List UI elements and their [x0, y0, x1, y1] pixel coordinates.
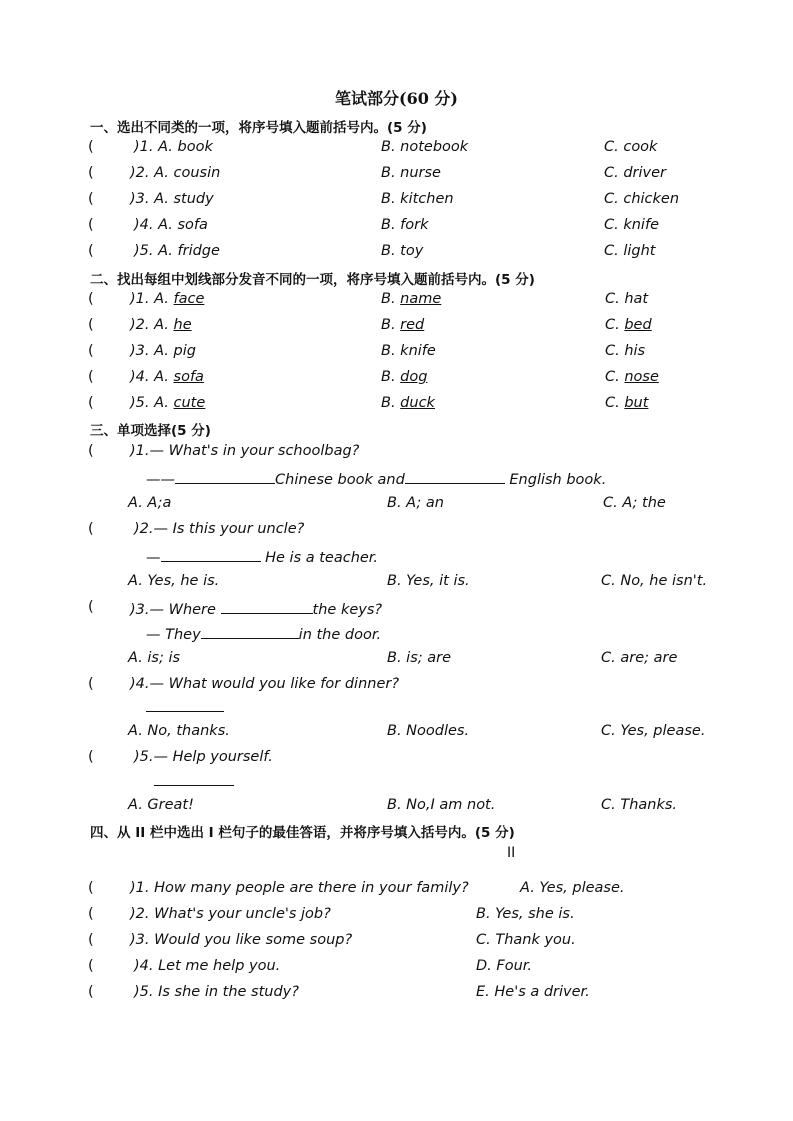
- fill-blank[interactable]: [201, 624, 299, 639]
- answer-paren[interactable]: (: [88, 395, 94, 411]
- answer-paren[interactable]: (: [88, 676, 94, 692]
- s2-q3-option-c: his: [624, 343, 646, 359]
- answer-line[interactable]: [154, 785, 234, 786]
- s4-answer-c: C. Thank you.: [476, 932, 576, 948]
- section-4-heading: 四、从 II 栏中选出 I 栏句子的最佳答语，并将序号填入括号内。(5 分): [90, 825, 515, 841]
- s3-q3-dialogue: [0, 624, 793, 646]
- answer-paren[interactable]: (: [88, 217, 94, 233]
- s2-question-5: [0, 395, 793, 417]
- s2-q1-option-b: name: [400, 291, 442, 307]
- s3-q3-text: — They: [146, 627, 201, 643]
- s2-q2-option-b: red: [400, 317, 425, 333]
- s4-question-3: [0, 932, 793, 954]
- s3-q5-option-a: A. Great!: [128, 797, 194, 813]
- s3-q4-option-c: C. Yes, please.: [601, 723, 706, 739]
- s3-q3-option-b: B. is; are: [387, 650, 452, 666]
- s1-q1-option-c: C. cook: [604, 139, 658, 155]
- s3-question-1: [0, 443, 793, 465]
- s3-q1-prompt: )1.— What's in your schoolbag?: [130, 443, 360, 459]
- s2-q1-option-c: hat: [624, 291, 649, 307]
- s3-q1-text-end: English book.: [504, 472, 607, 488]
- answer-paren[interactable]: (: [88, 906, 94, 922]
- s3-q3-prompt-end: the keys?: [312, 602, 383, 618]
- option-b-prefix: B.: [381, 291, 401, 307]
- page-title: 笔试部分(60 分): [335, 89, 458, 108]
- s4-question-2: [0, 906, 793, 928]
- s1-q4-option-a: )4. A. sofa: [134, 217, 208, 233]
- answer-paren[interactable]: (: [88, 443, 94, 459]
- s4-question-1: [0, 880, 793, 902]
- s3-q4-option-b: B. Noodles.: [387, 723, 470, 739]
- s3-q5-option-c: C. Thanks.: [601, 797, 678, 813]
- option-b-prefix: B.: [381, 395, 401, 411]
- s2-q2-option-c: bed: [624, 317, 652, 333]
- s1-question-5: [0, 243, 793, 265]
- s3-q4-prompt: )4.— What would you like for dinner?: [130, 676, 400, 692]
- answer-paren[interactable]: (: [88, 521, 94, 537]
- s1-q1-option-a: )1. A. book: [134, 139, 213, 155]
- s3-q2-dialogue: [0, 547, 793, 569]
- s3-q1-dialogue: [0, 469, 793, 491]
- s1-q2-option-a: )2. A. cousin: [130, 165, 221, 181]
- s3-question-2: [0, 521, 793, 543]
- s2-q4-option-c: nose: [624, 369, 659, 385]
- s4-answer-a: A. Yes, please.: [520, 880, 625, 896]
- s3-q3-prompt: )3.— Where: [130, 602, 221, 618]
- s3-q1-text: Chinese book and: [275, 472, 405, 488]
- s4-q4-prompt: )4. Let me help you.: [134, 958, 281, 974]
- answer-paren[interactable]: (: [88, 317, 94, 333]
- s2-q5-option-b: duck: [400, 395, 435, 411]
- s3-q1-option-b: B. A; an: [387, 495, 444, 511]
- fill-blank[interactable]: [221, 599, 313, 614]
- answer-paren[interactable]: (: [88, 599, 94, 615]
- s2-question-4: [0, 369, 793, 391]
- s4-question-4: [0, 958, 793, 980]
- s1-question-3: [0, 191, 793, 213]
- s1-q4-option-b: B. fork: [381, 217, 429, 233]
- fill-blank[interactable]: [175, 469, 275, 484]
- s4-q1-prompt: )1. How many people are there in your family?: [130, 880, 469, 896]
- s1-q5-option-c: C. light: [604, 243, 656, 259]
- s3-q2-options: [0, 573, 793, 595]
- s3-q2-option-a: A. Yes, he is.: [128, 573, 220, 589]
- s2-q5-option-c: but: [624, 395, 649, 411]
- answer-paren[interactable]: (: [88, 291, 94, 307]
- answer-paren[interactable]: (: [88, 749, 94, 765]
- option-c-prefix: C.: [605, 317, 625, 333]
- s2-q5-number: )5. A.: [130, 395, 174, 411]
- answer-paren[interactable]: (: [88, 343, 94, 359]
- s4-q2-prompt: )2. What's your uncle's job?: [130, 906, 331, 922]
- s3-q3-options: [0, 650, 793, 672]
- s2-q2-option-a: he: [173, 317, 192, 333]
- s3-q1-options: [0, 495, 793, 517]
- s1-q1-option-b: B. notebook: [381, 139, 469, 155]
- s3-q4-options: [0, 723, 793, 745]
- s3-q2-text: He is a teacher.: [260, 550, 379, 566]
- s2-question-1: [0, 291, 793, 313]
- s2-q1-number: )1. A.: [130, 291, 174, 307]
- option-c-prefix: C.: [605, 395, 625, 411]
- answer-paren[interactable]: (: [88, 139, 94, 155]
- answer-paren[interactable]: (: [88, 191, 94, 207]
- s1-q3-option-a: )3. A. study: [130, 191, 214, 207]
- s3-q5-option-b: B. No,I am not.: [387, 797, 496, 813]
- option-b-prefix: B.: [381, 317, 401, 333]
- s4-answer-d: D. Four.: [476, 958, 533, 974]
- s2-q5-option-a: cute: [173, 395, 206, 411]
- section-2-heading: 二、找出每组中划线部分发音不同的一项，将序号填入题前括号内。(5 分): [90, 272, 535, 288]
- s3-q1-option-c: C. A; the: [603, 495, 666, 511]
- s1-q2-option-b: B. nurse: [381, 165, 441, 181]
- s1-q5-option-a: )5. A. fridge: [134, 243, 220, 259]
- s2-q3-option-a: pig: [173, 343, 196, 359]
- s4-q3-prompt: )3. Would you like some soup?: [130, 932, 353, 948]
- s1-q4-option-c: C. knife: [604, 217, 659, 233]
- s3-q2-option-c: C. No, he isn't.: [601, 573, 708, 589]
- s2-question-2: [0, 317, 793, 339]
- s2-q2-number: )2. A.: [130, 317, 174, 333]
- answer-line[interactable]: [146, 711, 224, 712]
- s3-q3-option-a: A. is; is: [128, 650, 181, 666]
- s2-q3-number: )3. A.: [130, 343, 174, 359]
- answer-paren[interactable]: (: [88, 243, 94, 259]
- s2-q1-option-a: face: [173, 291, 205, 307]
- s3-q2-option-b: B. Yes, it is.: [387, 573, 470, 589]
- column-ii-label: II: [507, 845, 516, 861]
- option-b-prefix: B.: [381, 343, 401, 359]
- s2-q4-option-a: sofa: [173, 369, 204, 385]
- s3-q1-option-a: A. A;a: [128, 495, 172, 511]
- dash: —: [146, 550, 161, 566]
- s3-q3-text-end: in the door.: [298, 627, 382, 643]
- option-c-prefix: C.: [605, 291, 625, 307]
- dash: ——: [146, 472, 175, 488]
- answer-paren[interactable]: (: [88, 932, 94, 948]
- answer-paren[interactable]: (: [88, 958, 94, 974]
- s4-answer-e: E. He's a driver.: [476, 984, 590, 1000]
- s3-q2-prompt: )2.— Is this your uncle?: [134, 521, 305, 537]
- fill-blank[interactable]: [405, 469, 505, 484]
- s2-question-3: [0, 343, 793, 365]
- answer-paren[interactable]: (: [88, 984, 94, 1000]
- s1-q5-option-b: B. toy: [381, 243, 424, 259]
- s1-q3-option-c: C. chicken: [604, 191, 680, 207]
- s3-question-5: [0, 749, 793, 771]
- answer-paren[interactable]: (: [88, 369, 94, 385]
- fill-blank[interactable]: [161, 547, 261, 562]
- s2-q4-number: )4. A.: [130, 369, 174, 385]
- s4-answer-b: B. Yes, she is.: [476, 906, 575, 922]
- s2-q4-option-b: dog: [400, 369, 428, 385]
- s3-question-3: [0, 599, 793, 621]
- option-b-prefix: B.: [381, 369, 401, 385]
- answer-paren[interactable]: (: [88, 165, 94, 181]
- option-c-prefix: C.: [605, 343, 625, 359]
- s3-q5-prompt: )5.— Help yourself.: [134, 749, 273, 765]
- s1-q3-option-b: B. kitchen: [381, 191, 454, 207]
- s3-q3-option-c: C. are; are: [601, 650, 678, 666]
- answer-paren[interactable]: (: [88, 880, 94, 896]
- s4-q5-prompt: )5. Is she in the study?: [134, 984, 299, 1000]
- s1-question-4: [0, 217, 793, 239]
- section-3-heading: 三、单项选择(5 分): [90, 423, 211, 439]
- s1-question-1: [0, 139, 793, 161]
- section-1-heading: 一、选出不同类的一项，将序号填入题前括号内。(5 分): [90, 120, 427, 136]
- s2-q3-option-b: knife: [400, 343, 436, 359]
- s4-question-5: [0, 984, 793, 1006]
- s3-q4-option-a: A. No, thanks.: [128, 723, 230, 739]
- s1-question-2: [0, 165, 793, 187]
- s1-q2-option-c: C. driver: [604, 165, 667, 181]
- s3-question-4: [0, 676, 793, 698]
- option-c-prefix: C.: [605, 369, 625, 385]
- s3-q5-options: [0, 797, 793, 819]
